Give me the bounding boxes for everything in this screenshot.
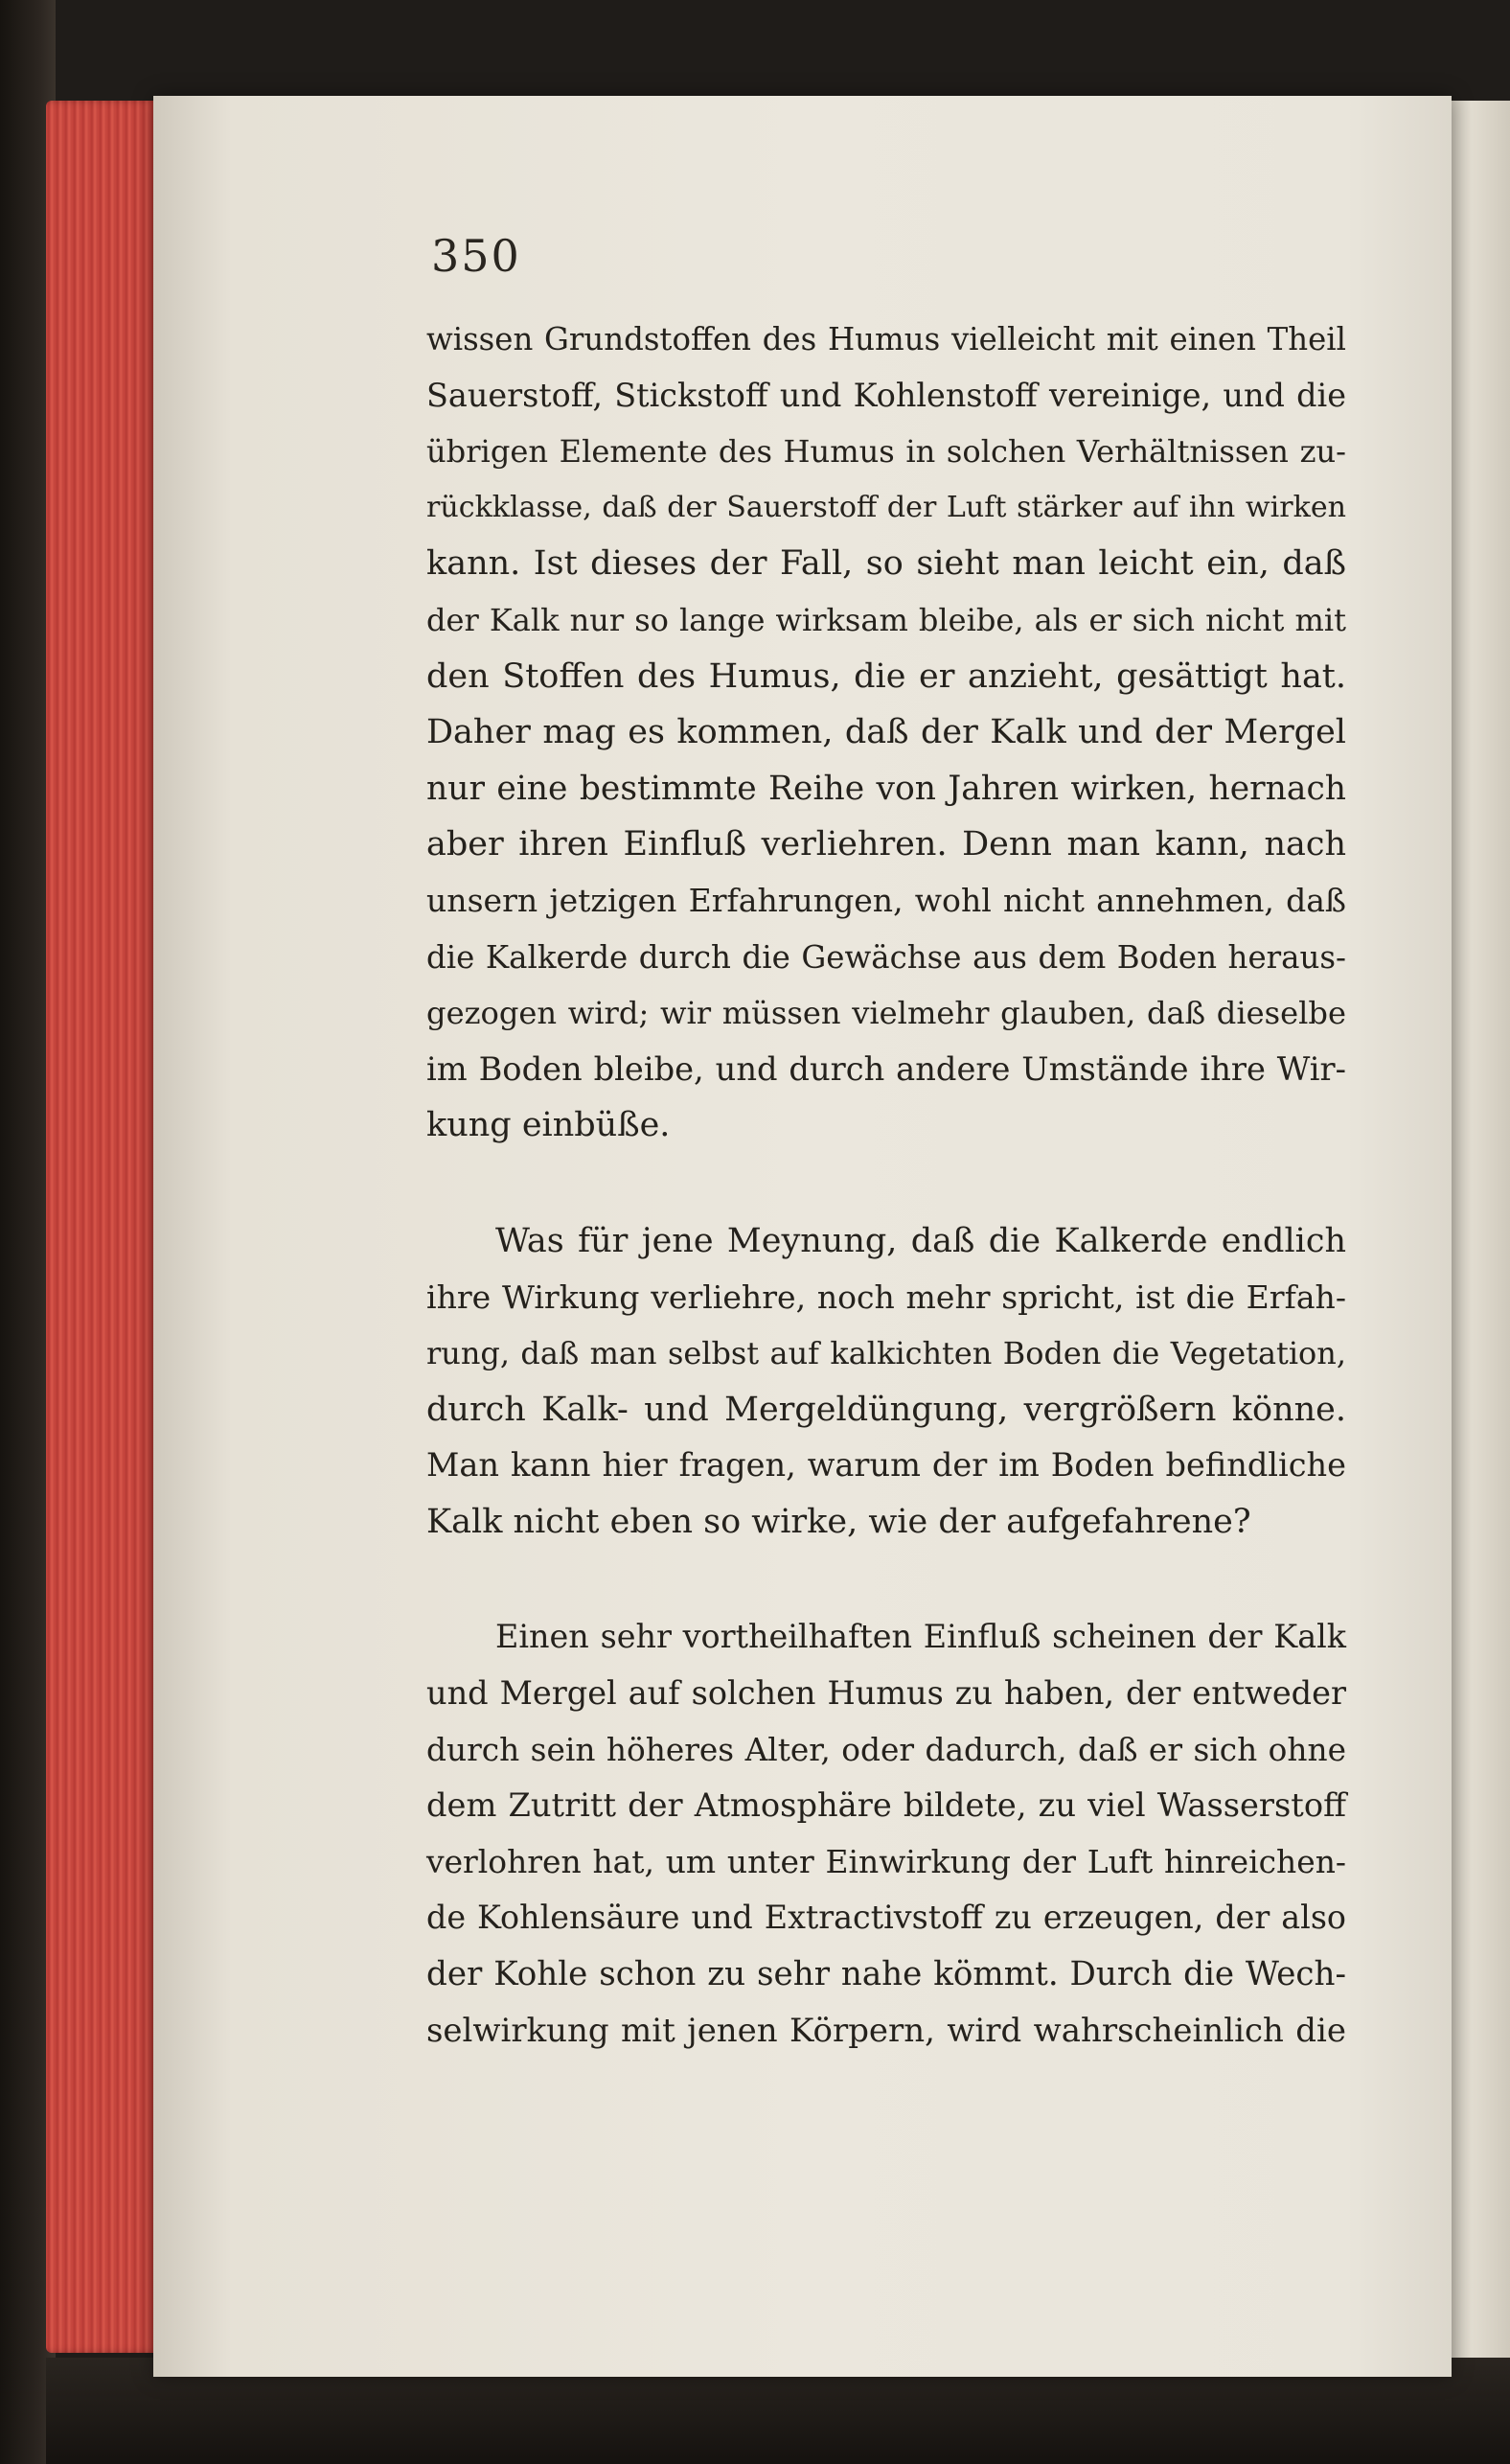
text-line: Einen sehr vortheilhaften Einfluß scheinen der Kalk <box>495 1618 1346 1656</box>
text-line: de Kohlensäure und Extractivstoff zu erzeugen, der also <box>426 1899 1346 1937</box>
text-line: gezogen wird; wir müssen vielmehr glauben, daß dieselbe <box>426 995 1346 1032</box>
text-line: nur eine bestimmte Reihe von Jahren wirken, hernach <box>426 769 1346 808</box>
text-line: übrigen Elemente des Humus in solchen Verhältnissen zu- <box>426 433 1346 471</box>
page-edges-red <box>46 101 161 2353</box>
paragraph-3 <box>426 1609 1346 2059</box>
text-line: den Stoffen des Humus, die er anzieht, gesättigt hat. <box>426 656 1346 696</box>
page-number: 350 <box>431 230 521 282</box>
paragraph-2 <box>426 1213 1346 1551</box>
text-line: wissen Grundstoffen des Humus vielleicht mit einen Theil <box>426 321 1346 357</box>
text-line: im Boden bleibe, und durch andere Umstände ihre Wir- <box>426 1049 1346 1088</box>
text-line: ihre Wirkung verliehre, noch mehr spricht, ist die Erfah- <box>426 1278 1346 1316</box>
text-line: Kalk nicht eben so wirke, wie der aufgefahrene? <box>426 1502 1251 1541</box>
text-line: rung, daß man selbst auf kalkichten Boden die Vegetation, <box>426 1335 1346 1372</box>
text-line: Sauerstoff, Stickstoff und Kohlenstoff vereinige, und die <box>426 376 1346 414</box>
text-line: durch Kalk- und Mergeldüngung, vergrößern könne. <box>426 1390 1346 1429</box>
text-line: der Kalk nur so lange wirksam bleibe, als er sich nicht mit <box>426 601 1346 638</box>
text-line: dem Zutritt der Atmosphäre bildete, zu viel Wasserstoff <box>426 1786 1346 1825</box>
text-line: Was für jene Meynung, daß die Kalkerde endlich <box>495 1221 1346 1260</box>
paragraph-gap <box>426 1550 1346 1609</box>
page-text <box>426 311 1346 2059</box>
text-line: und Mergel auf solchen Humus zu haben, der entweder <box>426 1674 1346 1713</box>
facing-page-edge <box>1445 101 1510 2372</box>
text-line: selwirkung mit jenen Körpern, wird wahrscheinlich die <box>426 2011 1346 2050</box>
text-line: der Kohle schon zu sehr nahe kömmt. Durch die Wech- <box>426 1955 1346 1994</box>
text-line: die Kalkerde durch die Gewächse aus dem Boden heraus- <box>426 938 1346 976</box>
text-line: kann. Ist dieses der Fall, so sieht man leicht ein, daß <box>426 544 1346 584</box>
paragraph-1 <box>426 311 1346 1154</box>
text-line: unsern jetzigen Erfahrungen, wohl nicht annehmen, daß <box>426 881 1346 919</box>
text-line: rückklasse, daß der Sauerstoff der Luft stärker auf ihn wirken <box>426 490 1346 524</box>
text-line: Man kann hier fragen, warum der im Boden befindliche <box>426 1446 1346 1485</box>
text-line: aber ihren Einfluß verliehren. Denn man kann, nach <box>426 825 1346 864</box>
text-line: Daher mag es kommen, daß der Kalk und der Mergel <box>426 713 1346 752</box>
text-line: durch sein höheres Alter, oder dadurch, daß er sich ohne <box>426 1731 1346 1768</box>
paragraph-gap <box>426 1154 1346 1213</box>
text-line: verlohren hat, um unter Einwirkung der Luft hinreichen- <box>426 1842 1346 1880</box>
text-line: kung einbüße. <box>426 1106 671 1145</box>
